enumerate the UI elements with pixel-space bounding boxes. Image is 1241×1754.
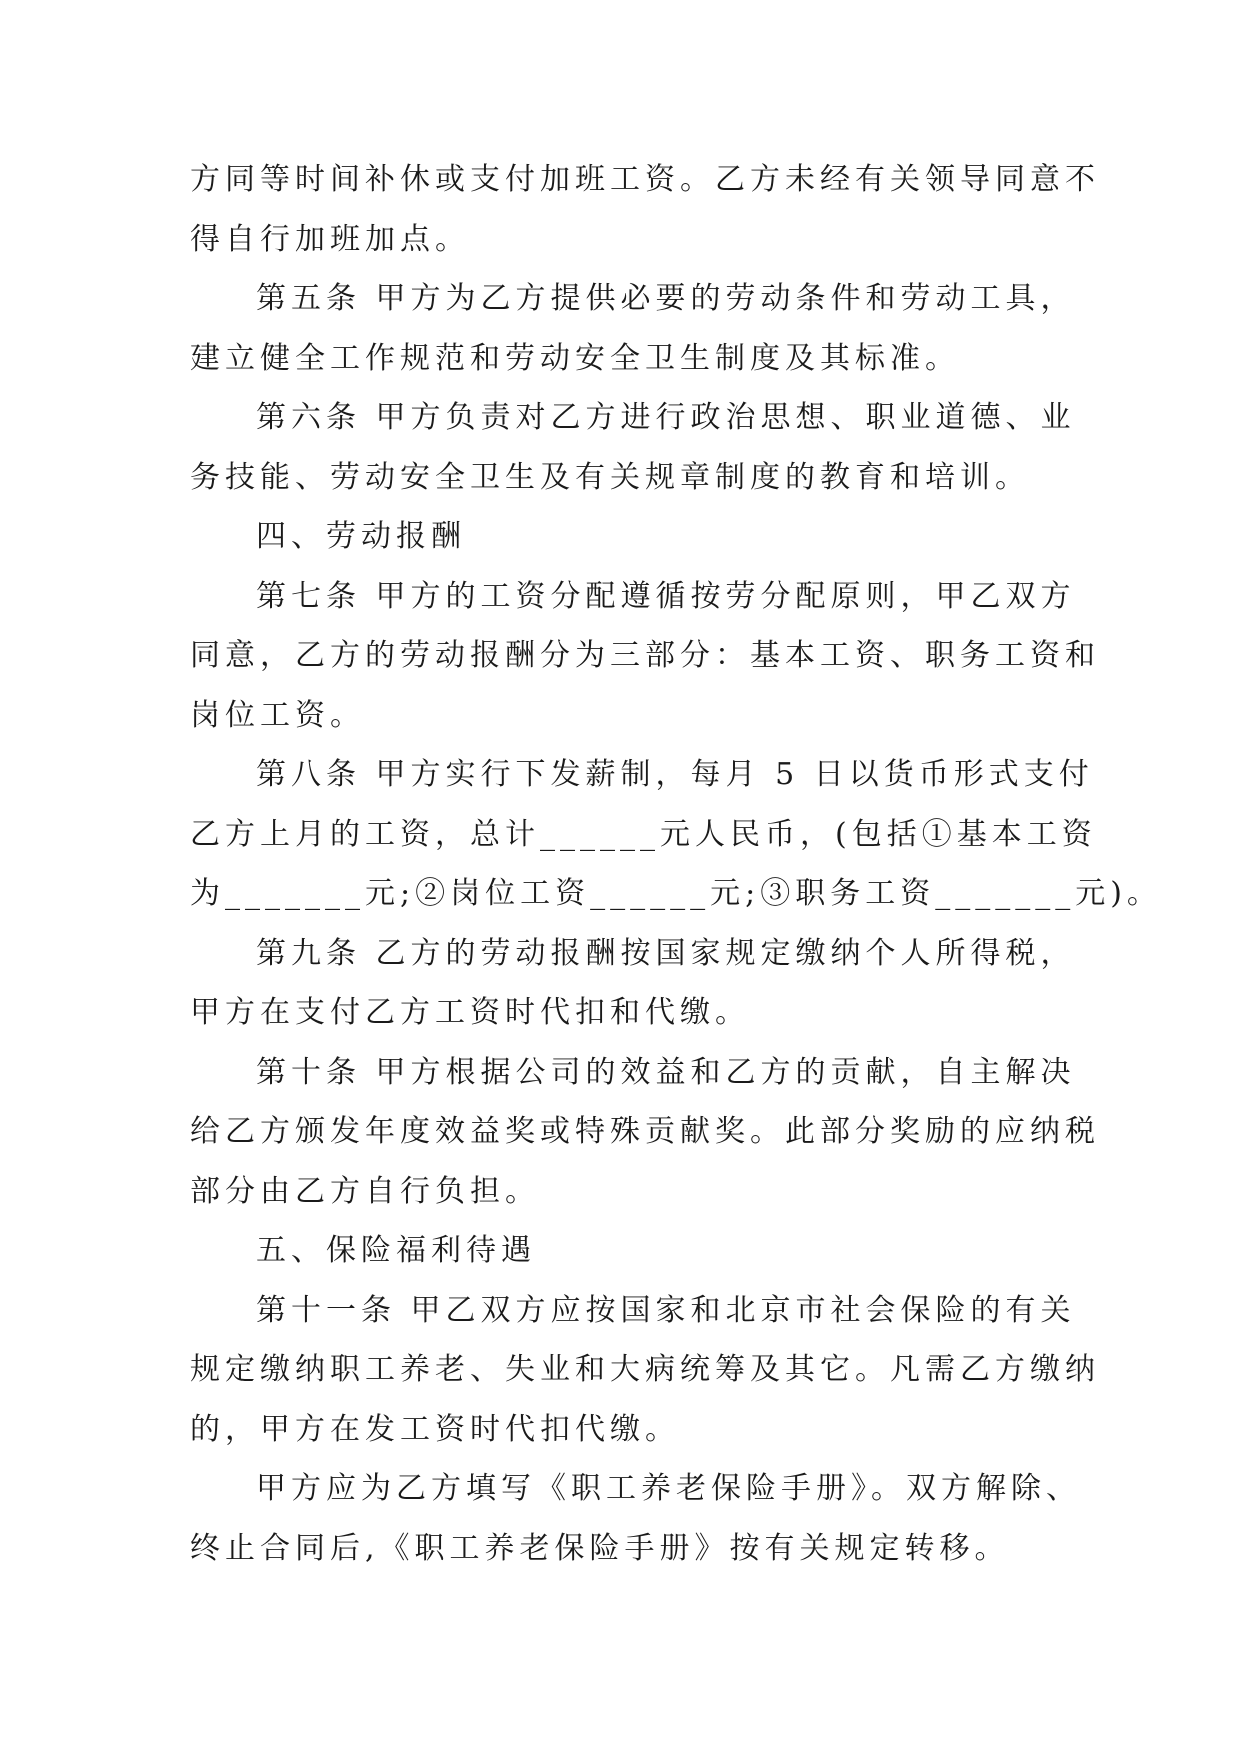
text-line: 同意，乙方的劳动报酬分为三部分：基本工资、职务工资和 (190, 638, 1100, 673)
section-heading-labor-remuneration: 四、劳动报酬 (256, 519, 466, 554)
text-line: 岗位工资。 (190, 697, 365, 733)
text-line: 给乙方颁发年度效益奖或特殊贡献奖。此部分奖励的应纳税 (190, 1114, 1100, 1149)
text-line: 务技能、劳动安全卫生及有关规章制度的教育和培训。 (190, 459, 1030, 495)
article-10: 第十条 甲方根据公司的效益和乙方的贡献，自主解决 (256, 1054, 1076, 1090)
article-8: 第八条 甲方实行下发薪制，每月 5 日以货币形式支付 (256, 757, 1094, 792)
text-line: 的，甲方在发工资时代扣代缴。 (190, 1411, 680, 1447)
text-line: 乙方上月的工资，总计______元人民币，(包括①基本工资 (190, 816, 1097, 852)
text-line: 部分由乙方自行负担。 (190, 1173, 540, 1209)
text-line: 建立健全工作规范和劳动安全卫生制度及其标准。 (190, 340, 960, 376)
text-line: 方同等时间补休或支付加班工资。乙方未经有关领导同意不 (190, 162, 1100, 197)
document-body (190, 150, 1162, 1578)
text-line: 规定缴纳职工养老、失业和大病统筹及其它。凡需乙方缴纳 (190, 1352, 1100, 1387)
article-9: 第九条 乙方的劳动报酬按国家规定缴纳个人所得税， (256, 935, 1076, 971)
text-line: 甲方在支付乙方工资时代扣和代缴。 (190, 995, 750, 1030)
pension-handbook-paragraph: 甲方应为乙方填写《职工养老保险手册》。双方解除、 (256, 1471, 1081, 1506)
article-11: 第十一条 甲乙双方应按国家和北京市社会保险的有关 (256, 1292, 1076, 1328)
article-6: 第六条 甲方负责对乙方进行政治思想、职业道德、业 (256, 400, 1076, 435)
text-line: 得自行加班加点。 (190, 221, 470, 257)
text-line: 为_______元;②岗位工资______元;③职务工资_______元)。 (190, 876, 1162, 911)
text-line: 终止合同后,《职工养老保险手册》按有关规定转移。 (190, 1530, 1010, 1566)
article-7: 第七条 甲方的工资分配遵循按劳分配原则，甲乙双方 (256, 578, 1076, 614)
section-heading-insurance-benefits: 五、保险福利待遇 (256, 1233, 536, 1268)
article-5: 第五条 甲方为乙方提供必要的劳动条件和劳动工具， (256, 281, 1076, 316)
